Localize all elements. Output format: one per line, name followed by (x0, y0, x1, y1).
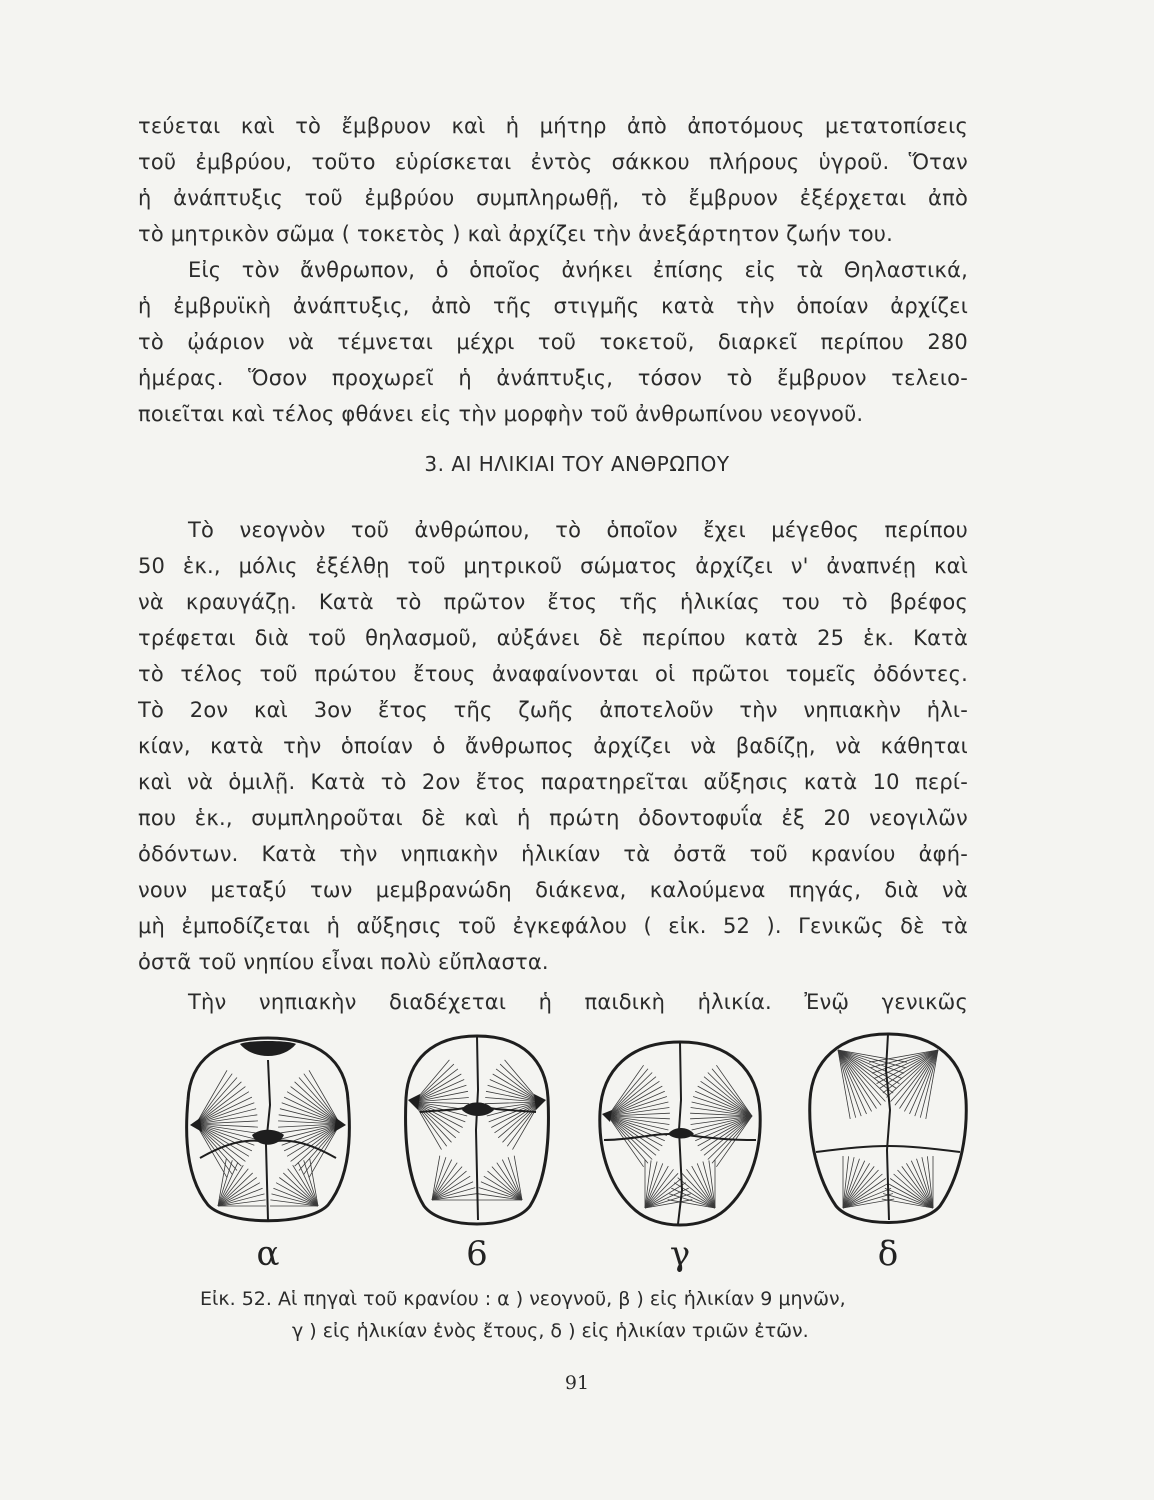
text-line: Τὸ νεογνὸν τοῦ ἀνθρώπου, τὸ ὁποῖον ἔχει μέγεθος περίπου (188, 518, 968, 542)
figure-label-c: γ (669, 1234, 691, 1274)
figure-label-b: 6 (466, 1234, 488, 1274)
caption-line: Εἰκ. 52. Αἱ πηγαὶ τοῦ κρανίου : α ) νεογνοῦ, β ) εἰς ἡλικίαν 9 μηνῶν, (200, 1288, 846, 1310)
text-line: νὰ κραυγάζῃ. Κατὰ τὸ πρῶτον ἔτος τῆς ἡλικίας του τὸ βρέφος (138, 590, 968, 614)
text-line: καὶ νὰ ὁμιλῇ. Κατὰ τὸ 2ον ἔτος παρατηρεῖται αὔξησις κατὰ 10 περί- (138, 770, 968, 794)
text-line: ὀδόντων. Κατὰ τὴν νηπιακὴν ἡλικίαν τὰ ὀστᾶ τοῦ κρανίου ἀφή- (138, 842, 968, 866)
text-line: Τὴν νηπιακὴν διαδέχεται ἡ παιδικὴ ἡλικία. Ἐνῷ γενικῶς (188, 990, 968, 1014)
text-line: ὀστᾶ τοῦ νηπίου εἶναι πολὺ εὔπλαστα. (138, 950, 549, 974)
text-line: τεύεται καὶ τὸ ἔμβρυον καὶ ἡ μήτηρ ἀπὸ ἀποτόμους μετατοπίσεις (138, 114, 968, 138)
section-heading: 3. ΑΙ ΗΛΙΚΙΑΙ ΤΟΥ ΑΝΘΡΩΠΟΥ (424, 452, 730, 476)
figure-label-d: δ (877, 1234, 899, 1274)
text-line: τὸ τέλος τοῦ πρώτου ἔτους ἀναφαίνονται οἱ πρῶτοι τομεῖς ὀδόντες. (138, 662, 968, 686)
text-line: Τὸ 2ον καὶ 3ον ἔτος τῆς ζωῆς ἀποτελοῦν τὴν νηπιακὴν ἡλι- (138, 698, 968, 722)
text-line: τὸ μητρικὸν σῶμα ( τοκετὸς ) καὶ ἀρχίζει τὴν ἀνεξάρτητον ζωήν του. (138, 222, 893, 246)
text-line: Εἰς τὸν ἄνθρωπον, ὁ ὁποῖος ἀνήκει ἐπίσης εἰς τὰ Θηλαστικά, (188, 258, 968, 282)
skull-1-year-drawing (590, 1030, 770, 1235)
text-line: τοῦ ἐμβρύου, τοῦτο εὑρίσκεται ἐντὸς σάκκου πλήρους ὑγροῦ. Ὅταν (138, 150, 968, 174)
caption-line: γ ) εἰς ἡλικίαν ἑνὸς ἔτους, δ ) εἰς ἡλικίαν τριῶν ἐτῶν. (292, 1320, 809, 1342)
text-line: νουν μεταξύ των μεμβρανώδη διάκενα, καλούμενα πηγάς, διὰ νὰ (138, 878, 968, 902)
page-number: 91 (564, 1372, 590, 1394)
text-top (138, 108, 968, 432)
text-line: ποιεῖται καὶ τέλος φθάνει εἰς τὴν μορφὴν τοῦ ἀνθρωπίνου νεογνοῦ. (138, 402, 864, 426)
text-line: τὸ ᾠάριον νὰ τέμνεται μέχρι τοῦ τοκετοῦ, διαρκεῖ περίπου 280 (138, 330, 968, 354)
text-line: μὴ ἐμποδίζεται ἡ αὔξησις τοῦ ἐγκεφάλου ( εἰκ. 52 ). Γενικῶς δὲ τὰ (138, 914, 968, 938)
figure-caption (200, 1283, 960, 1347)
text-line: 50 ἑκ., μόλις ἐξέλθῃ τοῦ μητρικοῦ σώματος ἀρχίζει ν' ἀναπνέῃ καὶ (138, 554, 968, 578)
skull-figure (170, 1030, 990, 1280)
skull-newborn-drawing (178, 1030, 358, 1235)
text-line: τρέφεται διὰ τοῦ θηλασμοῦ, αὐξάνει δὲ περίπου κατὰ 25 ἑκ. Κατὰ (138, 626, 968, 650)
skull-9-months-drawing (392, 1030, 562, 1235)
text-line: που ἑκ., συμπληροῦται δὲ καὶ ἡ πρώτη ὀδοντοφυΐα ἐξ 20 νεογιλῶν (138, 806, 968, 830)
text-line: ἡ ἀνάπτυξις τοῦ ἐμβρύου συμπληρωθῇ, τὸ ἔμβρυον ἐξέρχεται ἀπὸ (138, 186, 968, 210)
text-middle (138, 512, 968, 1020)
figure-label-a: α (256, 1234, 280, 1274)
skull-3-years-drawing (798, 1030, 978, 1235)
text-line: ἡμέρας. Ὅσον προχωρεῖ ἡ ἀνάπτυξις, τόσον τὸ ἔμβρυον τελειο- (138, 366, 968, 390)
text-line: ἡ ἐμβρυϊκὴ ἀνάπτυξις, ἀπὸ τῆς στιγμῆς κατὰ τὴν ὁποίαν ἀρχίζει (138, 294, 968, 318)
text-line: κίαν, κατὰ τὴν ὁποίαν ὁ ἄνθρωπος ἀρχίζει νὰ βαδίζῃ, νὰ κάθηται (138, 734, 968, 758)
